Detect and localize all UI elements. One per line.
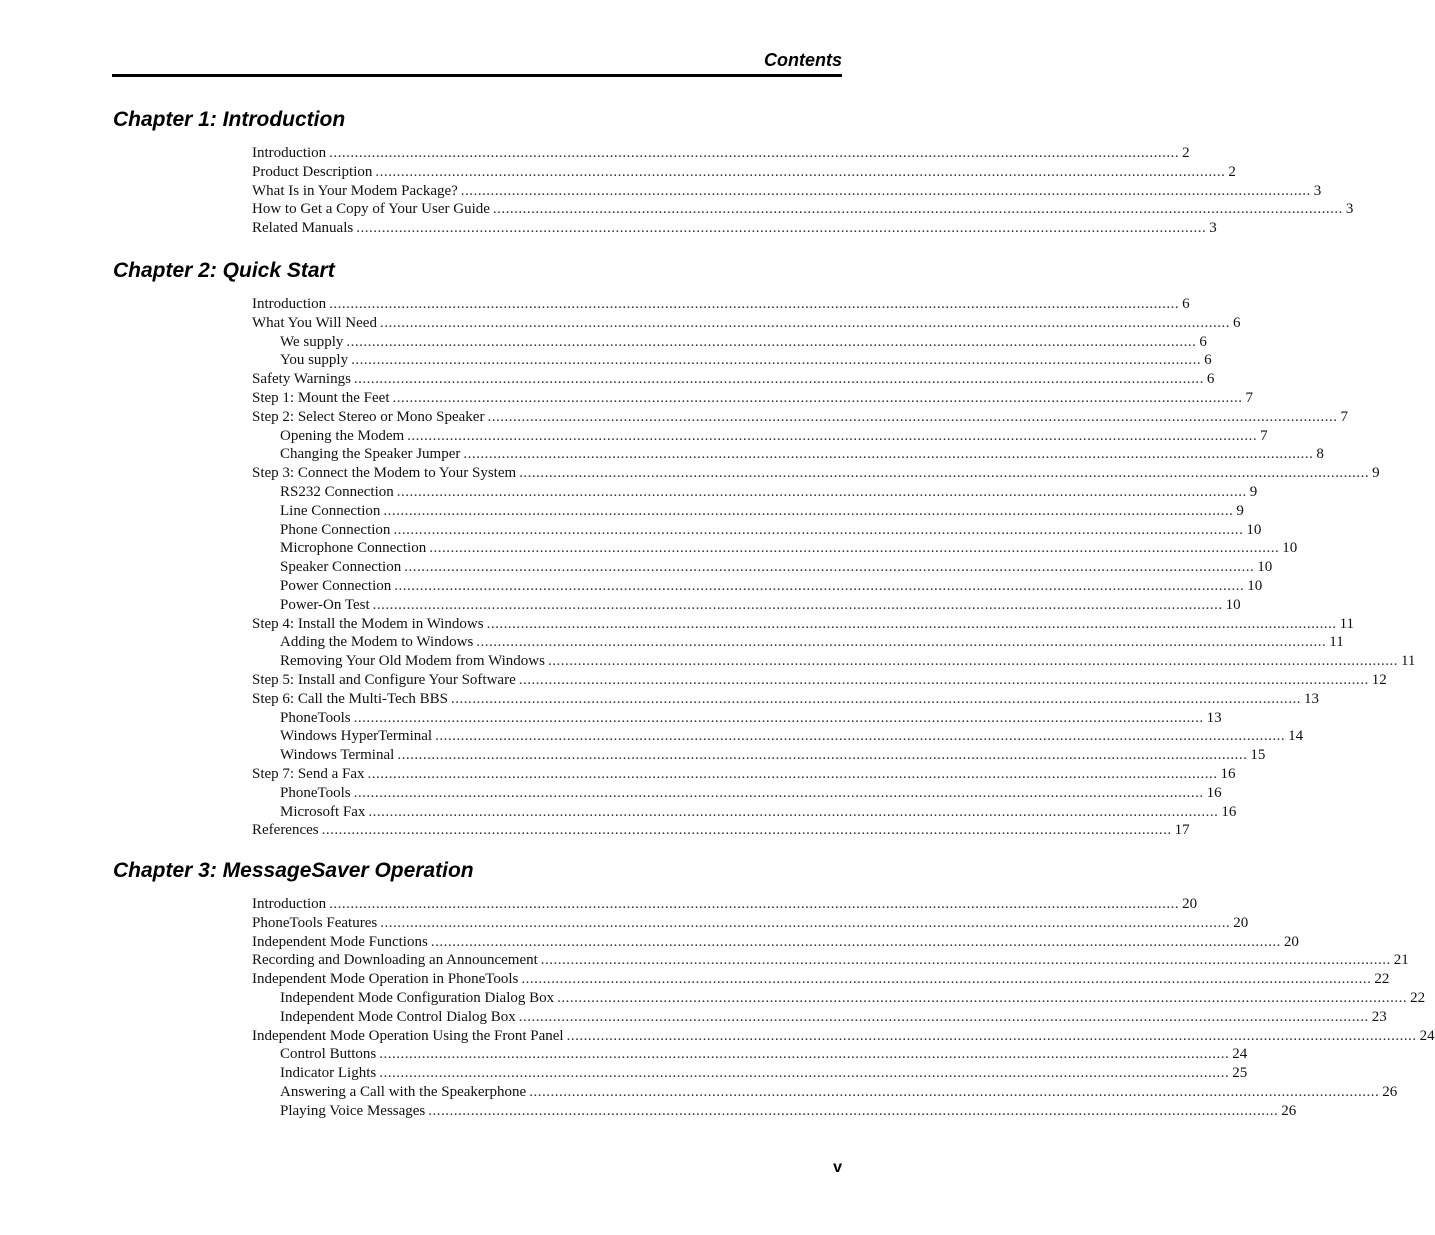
toc-entry[interactable] [252, 163, 1236, 182]
toc-subentry[interactable] [252, 727, 1304, 746]
dot-leader: ........................................................................................................................................................................................................ [372, 596, 1223, 613]
dot-leader: ........................................................................................................................................................................................................ [367, 765, 1218, 782]
toc-entry-page-number: 26 [1382, 1083, 1398, 1100]
dot-leader: ........................................................................................................................................................................................................ [329, 145, 1180, 161]
toc-entry-page-number: 7 [1245, 389, 1253, 406]
toc-entry-label: Step 4: Install the Modem in Windows [252, 615, 484, 632]
toc-entry-page-number: 6 [1206, 371, 1215, 388]
toc-subentry[interactable] [252, 502, 1244, 521]
toc-entry[interactable] [252, 408, 1348, 427]
toc-entry-label: Opening the Modem [280, 427, 405, 444]
toc-subentry[interactable] [252, 746, 1266, 765]
toc-subentry[interactable] [252, 483, 1258, 502]
toc-entry-page-number: 17 [1174, 822, 1190, 839]
toc-entry-page-number: 14 [1288, 728, 1304, 745]
toc-entry[interactable] [252, 314, 1241, 333]
toc-entry-page-number: 3 [1313, 182, 1322, 199]
toc-entry-page-number: 7 [1260, 427, 1268, 444]
toc-entry-label: PhoneTools [280, 784, 351, 801]
toc-entry-page-number: 10 [1225, 596, 1241, 613]
toc-entry-label: Independent Mode Control Dialog Box [280, 1008, 516, 1025]
toc-subentry[interactable] [252, 1008, 1387, 1027]
toc-entry-label: Microsoft Fax [280, 803, 366, 820]
toc-entry-list [252, 144, 1354, 238]
toc-entry-label: Independent Mode Configuration Dialog Box [280, 989, 555, 1006]
dot-leader: ........................................................................................................................................................................................................ [394, 577, 1245, 594]
toc-entry[interactable] [252, 200, 1354, 219]
toc-subentry[interactable] [252, 333, 1207, 352]
toc-entry-label: Product Description [252, 163, 373, 180]
toc-entry[interactable] [252, 615, 1355, 634]
dot-leader: ........................................................................................................................................................................................................ [321, 822, 1172, 839]
toc-entry-page-number: 6 [1204, 352, 1212, 369]
toc-entry[interactable] [252, 821, 1190, 840]
dot-leader: ........................................................................................................................................................................................................ [460, 182, 1311, 199]
toc-subentry[interactable] [252, 445, 1324, 464]
toc-entry-label: Step 5: Install and Configure Your Software [252, 671, 516, 688]
dot-leader: ........................................................................................................................................................................................................ [404, 559, 1255, 576]
dot-leader: ........................................................................................................................................................................................................ [397, 747, 1248, 764]
toc-entry-page-number: 11 [1329, 634, 1344, 651]
toc-entry-label: References [252, 822, 319, 839]
toc-entry-label: Answering a Call with the Speakerphone [280, 1083, 527, 1100]
dot-leader: ........................................................................................................................................................................................................ [518, 1008, 1369, 1025]
toc-entry-label: Step 6: Call the Multi-Tech BBS [252, 690, 449, 707]
dot-leader: ........................................................................................................................................................................................................ [383, 502, 1234, 519]
toc-entry-label: Changing the Speaker Jumper [280, 446, 461, 463]
toc-entry-label: PhoneTools Features [252, 914, 378, 931]
dot-leader: ........................................................................................................................................................................................................ [519, 465, 1370, 482]
toc-entry-page-number: 6 [1232, 314, 1241, 331]
dot-leader: ........................................................................................................................................................................................................ [379, 1046, 1230, 1063]
toc-entry-label: Introduction [252, 145, 327, 161]
toc-entry[interactable] [252, 765, 1236, 784]
dot-leader: ........................................................................................................................................................................................................ [435, 728, 1286, 745]
toc-subentry[interactable] [252, 539, 1298, 558]
dot-leader: ........................................................................................................................................................................................................ [486, 615, 1337, 632]
dot-leader: ........................................................................................................................................................................................................ [430, 933, 1281, 950]
toc-entry-label: PhoneTools [280, 709, 351, 726]
chapter-title: Chapter 1: Introduction [113, 108, 346, 131]
dot-leader: ........................................................................................................................................................................................................ [353, 709, 1204, 726]
dot-leader: ........................................................................................................................................................................................................ [380, 914, 1231, 931]
toc-entry-label: Line Connection [280, 502, 381, 519]
dot-leader: ........................................................................................................................................................................................................ [392, 389, 1243, 406]
toc-entry[interactable] [252, 144, 1190, 163]
toc-entry-label: RS232 Connection [280, 483, 394, 500]
toc-subentry[interactable] [252, 652, 1416, 671]
toc-entry-label: Related Manuals [252, 220, 354, 237]
toc-entry-label: Phone Connection [280, 521, 391, 538]
toc-entry[interactable] [252, 295, 1190, 314]
toc-entry-label: How to Get a Copy of Your User Guide [252, 201, 490, 218]
page-number: v [833, 1159, 842, 1176]
dot-leader: ........................................................................................................................................................................................................ [540, 952, 1391, 969]
toc-subentry[interactable] [252, 784, 1222, 803]
toc-entry[interactable] [252, 951, 1409, 970]
toc-entry-page-number: 3 [1209, 220, 1217, 237]
toc-entry-label: Recording and Downloading an Announcement [252, 952, 538, 969]
dot-leader: ........................................................................................................................................................................................................ [451, 690, 1302, 707]
toc-entry-page-number: 12 [1371, 671, 1387, 688]
toc-subentry[interactable] [252, 427, 1268, 446]
toc-entry-label: Adding the Modem to Windows [280, 634, 474, 651]
dot-leader: ........................................................................................................................................................................................................ [428, 1102, 1279, 1119]
toc-entry-label: Power-On Test [280, 596, 370, 613]
toc-entry-page-number: 8 [1316, 446, 1324, 463]
toc-entry-label: Playing Voice Messages [280, 1102, 426, 1119]
dot-leader: ........................................................................................................................................................................................................ [566, 1027, 1417, 1044]
toc-entry-page-number: 20 [1233, 914, 1249, 931]
toc-entry-page-number: 7 [1340, 408, 1348, 425]
toc-entry-label: Control Buttons [280, 1046, 377, 1063]
toc-entry-page-number: 11 [1400, 653, 1416, 670]
toc-subentry[interactable] [252, 709, 1222, 728]
dot-leader: ........................................................................................................................................................................................................ [393, 521, 1244, 538]
dot-leader: ........................................................................................................................................................................................................ [329, 296, 1180, 312]
toc-entry-page-number: 20 [1182, 896, 1198, 912]
dot-leader: ........................................................................................................................................................................................................ [407, 427, 1258, 444]
toc-entry-label: Power Connection [280, 577, 392, 594]
chapter-title: Chapter 3: MessageSaver Operation [113, 859, 474, 882]
toc-entry-label: You supply [280, 352, 349, 369]
toc-entry-page-number: 16 [1206, 784, 1222, 801]
dot-leader: ........................................................................................................................................................................................................ [368, 803, 1219, 820]
toc-entry[interactable] [252, 914, 1249, 933]
toc-entry[interactable] [252, 370, 1215, 389]
toc-entry-label: Removing Your Old Modem from Windows [280, 653, 545, 670]
toc-entry-page-number: 16 [1220, 765, 1236, 782]
toc-entry-label: What Is in Your Modem Package? [252, 182, 458, 199]
toc-entry-page-number: 3 [1345, 201, 1354, 218]
toc-entry[interactable] [252, 671, 1387, 690]
toc-entry-page-number: 20 [1283, 933, 1299, 950]
toc-entry[interactable] [252, 1027, 1435, 1046]
toc-entry-page-number: 22 [1410, 989, 1426, 1006]
dot-leader: ........................................................................................................................................................................................................ [529, 1083, 1380, 1100]
toc-entry-label: Independent Mode Operation in PhoneTools [252, 971, 519, 988]
toc-entry-page-number: 21 [1393, 952, 1409, 969]
toc-entry-page-number: 24 [1232, 1046, 1248, 1063]
toc-subentry[interactable] [252, 521, 1262, 540]
page-header [112, 48, 842, 77]
toc-entry-label: Indicator Lights [280, 1065, 377, 1082]
toc-entry-page-number: 23 [1371, 1008, 1387, 1025]
dot-leader: ........................................................................................................................................................................................................ [346, 333, 1197, 350]
toc-entry-label: Microphone Connection [280, 540, 427, 557]
dot-leader: ........................................................................................................................................................................................................ [429, 540, 1280, 557]
dot-leader: ........................................................................................................................................................................................................ [476, 634, 1327, 651]
toc-entry[interactable] [252, 690, 1320, 709]
toc-entry-page-number: 9 [1372, 465, 1380, 482]
toc-entry-page-number: 11 [1339, 615, 1355, 632]
toc-subentry[interactable] [252, 596, 1241, 615]
toc-entry-page-number: 25 [1232, 1065, 1248, 1082]
dot-leader: ........................................................................................................................................................................................................ [518, 671, 1369, 688]
toc-entry[interactable] [252, 389, 1253, 408]
dot-leader: ........................................................................................................................................................................................................ [379, 314, 1230, 331]
toc-entry-page-number: 10 [1246, 521, 1262, 538]
toc-entry-label: Introduction [252, 896, 327, 912]
toc-entry-page-number: 16 [1221, 803, 1237, 820]
toc-entry-label: Step 1: Mount the Feet [252, 389, 390, 406]
toc-entry-page-number: 10 [1257, 559, 1273, 576]
toc-subentry[interactable] [252, 1102, 1297, 1121]
dot-leader: ........................................................................................................................................................................................................ [521, 971, 1372, 988]
toc-entry-page-number: 10 [1247, 577, 1263, 594]
toc-entry-page-number: 13 [1304, 690, 1320, 707]
toc-entry-page-number: 13 [1206, 709, 1222, 726]
toc-subentry[interactable] [252, 989, 1426, 1008]
toc-entry-label: Safety Warnings [252, 371, 351, 388]
header-title: Contents [764, 50, 842, 70]
dot-leader: ........................................................................................................................................................................................................ [329, 896, 1180, 912]
toc-entry-label: Speaker Connection [280, 559, 402, 576]
toc-entry-list [252, 295, 1416, 840]
toc-entry-label: Step 3: Connect the Modem to Your System [252, 465, 517, 482]
toc-entry[interactable] [252, 933, 1299, 952]
dot-leader: ........................................................................................................................................................................................................ [492, 201, 1343, 218]
toc-entry-label: Windows HyperTerminal [280, 728, 433, 745]
dot-leader: ........................................................................................................................................................................................................ [353, 784, 1204, 801]
chapter-title: Chapter 2: Quick Start [113, 259, 335, 282]
toc-entry-page-number: 6 [1199, 333, 1207, 350]
dot-leader: ........................................................................................................................................................................................................ [487, 408, 1338, 425]
toc-entry-label: We supply [280, 333, 344, 350]
toc-subentry[interactable] [252, 1064, 1248, 1083]
dot-leader: ........................................................................................................................................................................................................ [557, 989, 1408, 1006]
toc-entry-label: What You Will Need [252, 314, 377, 331]
toc-entry-list [252, 895, 1435, 1121]
toc-entry[interactable] [252, 464, 1380, 483]
dot-leader: ........................................................................................................................................................................................................ [463, 446, 1314, 463]
toc-entry-label: Independent Mode Functions [252, 933, 428, 950]
toc-entry[interactable] [252, 219, 1217, 238]
toc-entry-page-number: 9 [1236, 502, 1244, 519]
dot-leader: ........................................................................................................................................................................................................ [353, 371, 1204, 388]
toc-entry-page-number: 26 [1281, 1102, 1297, 1119]
toc-entry-page-number: 15 [1250, 747, 1266, 764]
toc-entry[interactable] [252, 970, 1390, 989]
toc-entry-label: Step 7: Send a Fax [252, 765, 365, 782]
toc-subentry[interactable] [252, 1083, 1398, 1102]
toc-entry[interactable] [252, 895, 1198, 914]
toc-entry[interactable] [252, 182, 1322, 201]
toc-subentry[interactable] [252, 351, 1212, 370]
dot-leader: ........................................................................................................................................................................................................ [547, 653, 1398, 670]
toc-subentry[interactable] [252, 558, 1273, 577]
toc-entry-page-number: 24 [1419, 1027, 1435, 1044]
toc-entry-label: Windows Terminal [280, 747, 395, 764]
toc-subentry[interactable] [252, 803, 1237, 822]
toc-entry-page-number: 10 [1282, 540, 1298, 557]
dot-leader: ........................................................................................................................................................................................................ [379, 1065, 1230, 1082]
toc-subentry[interactable] [252, 1045, 1248, 1064]
toc-entry-page-number: 2 [1228, 163, 1236, 180]
toc-entry-label: Step 2: Select Stereo or Mono Speaker [252, 408, 485, 425]
toc-entry-label: Introduction [252, 296, 327, 312]
toc-entry-page-number: 22 [1374, 971, 1390, 988]
toc-entry-label: Independent Mode Operation Using the Front Panel [252, 1027, 564, 1044]
dot-leader: ........................................................................................................................................................................................................ [351, 352, 1202, 369]
toc-entry-page-number: 6 [1182, 296, 1190, 312]
toc-subentry[interactable] [252, 577, 1263, 596]
toc-subentry[interactable] [252, 633, 1344, 652]
dot-leader: ........................................................................................................................................................................................................ [375, 163, 1226, 180]
toc-entry-page-number: 2 [1182, 145, 1190, 161]
dot-leader: ........................................................................................................................................................................................................ [356, 220, 1207, 237]
toc-entry-page-number: 9 [1249, 483, 1258, 500]
dot-leader: ........................................................................................................................................................................................................ [396, 483, 1247, 500]
